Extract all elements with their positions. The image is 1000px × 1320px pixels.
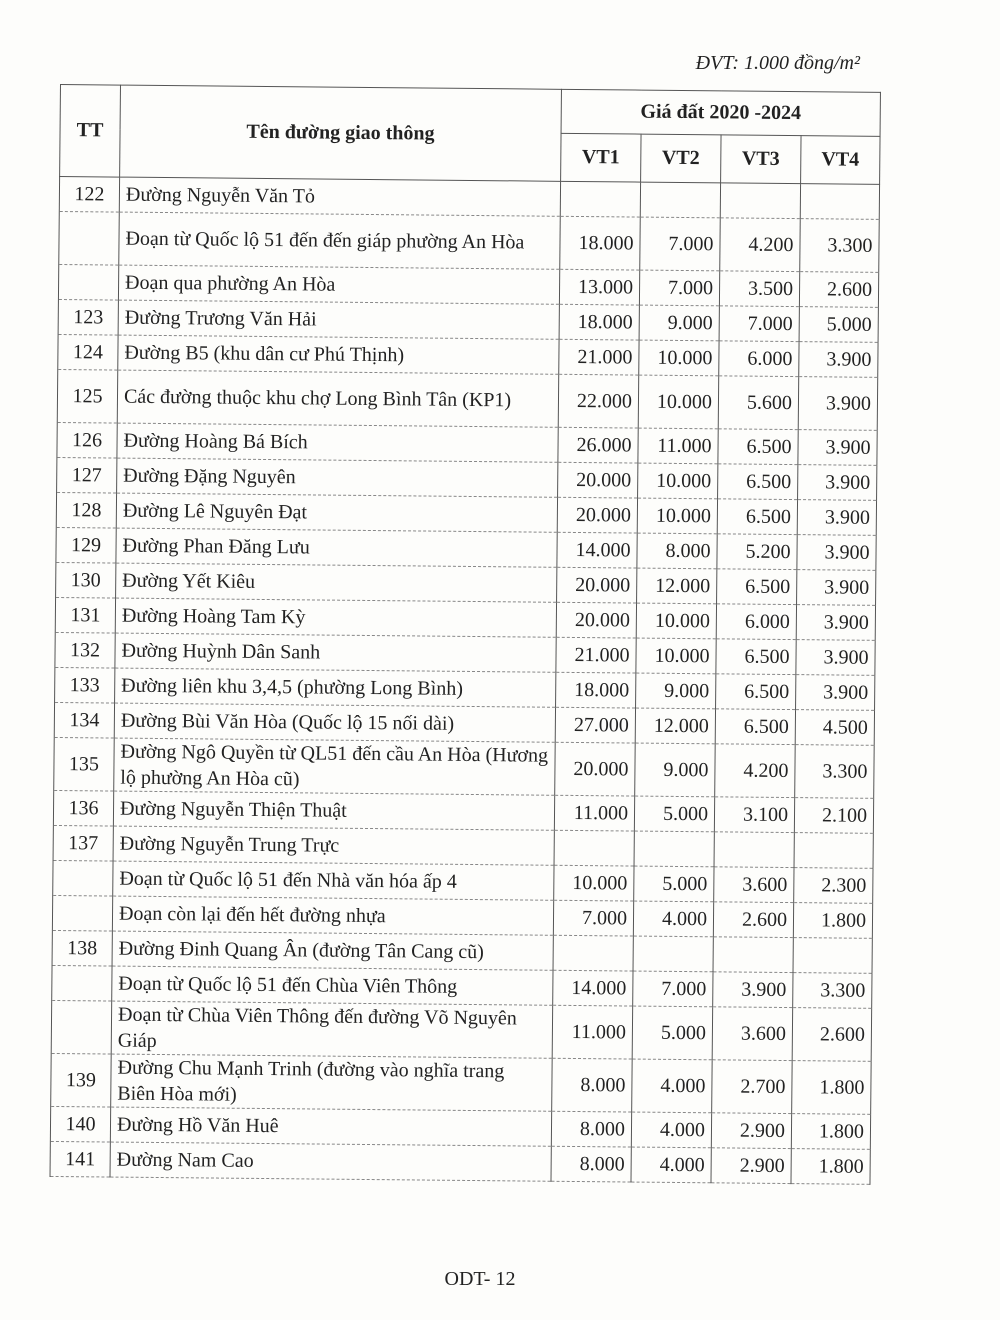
table-row <box>57 369 877 430</box>
row-vt3-price: 4.200 <box>720 218 801 272</box>
row-road-name: Đường Yết Kiêu <box>116 563 557 602</box>
row-vt4-price: 3.900 <box>796 640 875 676</box>
row-road-name: Đường Hoàng Bá Bích <box>117 423 558 462</box>
row-vt1-price: 13.000 <box>559 269 639 305</box>
row-vt1-price <box>553 935 633 971</box>
row-vt4-price: 3.900 <box>798 377 878 431</box>
row-vt2-price: 5.000 <box>634 866 714 902</box>
row-vt1-price: 20.000 <box>557 567 637 603</box>
row-vt2-price: 10.000 <box>639 340 719 376</box>
row-vt4-price: 3.300 <box>793 973 872 1009</box>
page-footer: ODT- 12 <box>444 1268 516 1290</box>
row-vt4-price: 5.000 <box>799 307 878 343</box>
row-vt2-price: 10.000 <box>636 638 716 674</box>
row-road-name: Đoạn từ Quốc lộ 51 đến Chùa Viên Thông <box>112 966 553 1005</box>
row-vt3-price: 6.500 <box>717 569 797 605</box>
table-row <box>51 1053 871 1114</box>
row-vt2-price: 10.000 <box>637 498 717 534</box>
row-vt3-price: 3.100 <box>714 797 794 833</box>
row-vt1-price: 18.000 <box>556 672 636 708</box>
row-tt: 131 <box>55 597 115 633</box>
row-road-name: Đường Nguyễn Văn Tỏ <box>119 177 560 216</box>
row-tt: 135 <box>54 737 115 791</box>
row-road-name: Đường Lê Nguyên Đạt <box>116 493 557 532</box>
row-road-name: Đường Trương Văn Hải <box>118 300 559 339</box>
header-vt1: VT1 <box>561 133 641 182</box>
row-tt: 123 <box>58 299 118 335</box>
row-vt3-price: 3.500 <box>719 271 799 307</box>
row-vt2-price: 10.000 <box>638 463 718 499</box>
row-road-name: Đường Đinh Quang Ân (đường Tân Cang cũ) <box>112 931 553 970</box>
row-vt4-price: 1.800 <box>792 1061 872 1115</box>
row-road-name: Đường Phan Đăng Lưu <box>116 528 557 567</box>
row-tt: 124 <box>58 334 118 370</box>
row-tt <box>59 211 120 265</box>
row-vt4-price: 1.800 <box>793 903 872 939</box>
row-tt <box>51 1000 112 1054</box>
row-vt1-price: 18.000 <box>559 304 639 340</box>
row-vt4-price: 3.900 <box>799 342 878 378</box>
row-vt3-price: 4.200 <box>715 744 796 798</box>
row-tt: 138 <box>52 930 112 966</box>
row-road-name: Đường Huỳnh Dân Sanh <box>115 633 556 672</box>
row-vt4-price: 1.800 <box>791 1149 870 1185</box>
row-road-name: Đường Chu Mạnh Trinh (đường vào nghĩa trang Biên Hòa mới) <box>111 1054 552 1111</box>
row-vt3-price <box>713 937 793 973</box>
row-vt3-price: 3.600 <box>714 867 794 903</box>
row-vt2-price: 5.000 <box>632 1006 713 1060</box>
row-vt2-price: 8.000 <box>637 533 717 569</box>
row-tt: 132 <box>55 632 115 668</box>
row-vt1-price <box>554 830 634 866</box>
row-vt3-price: 2.900 <box>711 1113 791 1149</box>
row-vt1-price: 14.000 <box>557 532 637 568</box>
row-tt: 130 <box>56 562 116 598</box>
row-vt4-price: 3.300 <box>800 219 880 273</box>
row-road-name: Đoạn qua phường An Hòa <box>118 265 559 304</box>
row-road-name: Đường Hồ Văn Huê <box>110 1107 551 1146</box>
row-road-name: Đoạn từ Quốc lộ 51 đến đến giáp phường An Hòa <box>119 212 560 269</box>
row-vt2-price: 9.000 <box>635 743 716 797</box>
table-row <box>50 1141 870 1184</box>
row-vt2-price: 11.000 <box>638 428 718 464</box>
land-price-table-container <box>50 84 880 1185</box>
row-vt1-price: 20.000 <box>555 742 636 796</box>
row-vt2-price: 9.000 <box>639 305 719 341</box>
row-vt2-price: 4.000 <box>632 1059 713 1113</box>
row-vt3-price: 6.000 <box>719 341 799 377</box>
row-vt3-price: 5.200 <box>717 534 797 570</box>
header-vt4: VT4 <box>801 136 880 185</box>
row-vt4-price <box>793 938 872 974</box>
row-vt3-price: 6.500 <box>718 429 798 465</box>
row-road-name: Các đường thuộc khu chợ Long Bình Tân (KP1) <box>117 370 558 427</box>
row-vt4-price: 4.500 <box>795 710 874 746</box>
row-vt2-price: 10.000 <box>638 375 719 429</box>
row-vt1-price: 8.000 <box>551 1111 631 1147</box>
row-tt: 127 <box>57 457 117 493</box>
header-price-group: Giá đất 2020 -2024 <box>561 89 880 136</box>
row-vt2-price <box>640 182 720 218</box>
row-vt1-price: 21.000 <box>556 637 636 673</box>
row-tt: 128 <box>56 492 116 528</box>
row-vt2-price <box>634 831 714 867</box>
row-tt: 122 <box>59 177 119 213</box>
row-road-name: Đường Nguyễn Trung Trực <box>113 826 554 865</box>
row-vt2-price: 12.000 <box>635 708 715 744</box>
row-vt3-price: 2.600 <box>713 902 793 938</box>
row-vt3-price: 6.500 <box>716 639 796 675</box>
row-vt3-price: 2.900 <box>711 1148 791 1184</box>
row-vt4-price <box>794 833 873 869</box>
row-vt1-price: 11.000 <box>554 795 634 831</box>
row-vt2-price: 12.000 <box>637 568 717 604</box>
unit-note: ĐVT: 1.000 đồng/m² <box>695 52 860 74</box>
row-vt1-price: 14.000 <box>553 970 633 1006</box>
header-vt3: VT3 <box>721 135 801 184</box>
row-vt1-price: 10.000 <box>554 865 634 901</box>
row-tt <box>52 965 112 1001</box>
row-vt1-price: 22.000 <box>558 374 639 428</box>
row-tt: 129 <box>56 527 116 563</box>
row-vt4-price: 3.900 <box>797 500 876 536</box>
row-road-name: Đường Nam Cao <box>110 1142 551 1181</box>
row-vt3-price <box>720 183 800 219</box>
row-vt2-price: 4.000 <box>633 901 713 937</box>
row-vt3-price: 2.700 <box>712 1060 793 1114</box>
row-vt1-price: 18.000 <box>560 216 641 270</box>
row-road-name: Đường liên khu 3,4,5 (phường Long Bình) <box>115 668 556 707</box>
row-vt3-price: 7.000 <box>719 306 799 342</box>
row-road-name: Đường Đặng Nguyên <box>117 458 558 497</box>
row-vt4-price: 2.600 <box>792 1008 872 1062</box>
table-row <box>54 737 874 798</box>
row-tt: 126 <box>57 422 117 458</box>
table-body <box>50 177 880 1185</box>
row-road-name: Đường Nguyễn Thiện Thuật <box>113 791 554 830</box>
row-road-name: Đoạn từ Chùa Viên Thông đến đường Võ Nguyên Giáp <box>111 1001 552 1058</box>
header-tt: TT <box>60 85 121 178</box>
row-vt3-price: 6.500 <box>718 464 798 500</box>
row-vt3-price: 6.500 <box>716 674 796 710</box>
row-vt4-price: 3.900 <box>798 430 877 466</box>
row-vt3-price: 3.600 <box>712 1007 793 1061</box>
row-tt: 125 <box>57 369 118 423</box>
row-vt1-price: 11.000 <box>552 1005 633 1059</box>
row-vt4-price: 3.900 <box>797 535 876 571</box>
row-tt: 141 <box>50 1141 110 1177</box>
row-tt <box>53 860 113 896</box>
row-vt3-price <box>714 832 794 868</box>
row-vt2-price: 7.000 <box>633 971 713 1007</box>
row-vt2-price: 10.000 <box>636 603 716 639</box>
row-vt4-price: 3.900 <box>796 675 875 711</box>
row-vt2-price: 9.000 <box>636 673 716 709</box>
row-vt1-price: 20.000 <box>558 462 638 498</box>
row-vt1-price: 20.000 <box>556 602 636 638</box>
row-road-name: Đường B5 (khu dân cư Phú Thịnh) <box>118 335 559 374</box>
row-vt2-price: 7.000 <box>639 270 719 306</box>
row-vt2-price <box>633 936 713 972</box>
row-vt2-price: 7.000 <box>640 217 721 271</box>
row-tt: 139 <box>51 1053 112 1107</box>
row-vt2-price: 5.000 <box>634 796 714 832</box>
table-row <box>51 1000 871 1061</box>
row-vt1-price: 27.000 <box>555 707 635 743</box>
row-vt4-price: 3.900 <box>798 465 877 501</box>
row-vt3-price: 6.500 <box>717 499 797 535</box>
header-vt2: VT2 <box>641 134 721 183</box>
row-vt4-price: 2.100 <box>794 798 873 834</box>
row-vt4-price: 3.900 <box>796 605 875 641</box>
row-road-name: Đoạn còn lại đến hết đường nhựa <box>112 896 553 935</box>
header-road-name: Tên đường giao thông <box>120 85 562 181</box>
row-tt: 133 <box>55 667 115 703</box>
table-row <box>59 211 879 272</box>
row-vt1-price: 20.000 <box>557 497 637 533</box>
row-vt2-price: 4.000 <box>631 1112 711 1148</box>
land-price-table <box>50 84 881 1185</box>
row-vt4-price: 3.900 <box>797 570 876 606</box>
row-tt: 137 <box>53 825 113 861</box>
row-vt3-price: 6.500 <box>715 709 795 745</box>
row-vt1-price <box>560 181 640 217</box>
row-vt1-price: 8.000 <box>552 1058 633 1112</box>
row-vt3-price: 6.000 <box>716 604 796 640</box>
row-vt1-price: 26.000 <box>558 427 638 463</box>
row-road-name: Đường Bùi Văn Hòa (Quốc lộ 15 nối dài) <box>114 703 555 742</box>
row-road-name: Đường Hoàng Tam Kỳ <box>115 598 556 637</box>
row-road-name: Đường Ngô Quyền từ QL51 đến cầu An Hòa (Hương lộ phường An Hòa cũ) <box>114 738 555 795</box>
row-tt: 134 <box>54 702 114 738</box>
row-vt4-price <box>800 184 879 220</box>
row-vt4-price: 1.800 <box>791 1114 870 1150</box>
row-vt2-price: 4.000 <box>631 1147 711 1183</box>
row-vt4-price: 2.300 <box>794 868 873 904</box>
row-vt1-price: 7.000 <box>553 900 633 936</box>
row-tt: 140 <box>50 1106 110 1142</box>
row-road-name: Đoạn từ Quốc lộ 51 đến Nhà văn hóa ấp 4 <box>113 861 554 900</box>
row-tt: 136 <box>53 790 113 826</box>
row-vt4-price: 2.600 <box>799 272 878 308</box>
row-vt3-price: 3.900 <box>713 972 793 1008</box>
row-vt1-price: 21.000 <box>559 339 639 375</box>
row-tt <box>58 264 118 300</box>
row-vt3-price: 5.600 <box>718 376 799 430</box>
row-vt4-price: 3.300 <box>795 745 875 799</box>
row-vt1-price: 8.000 <box>551 1146 631 1182</box>
row-tt <box>52 895 112 931</box>
